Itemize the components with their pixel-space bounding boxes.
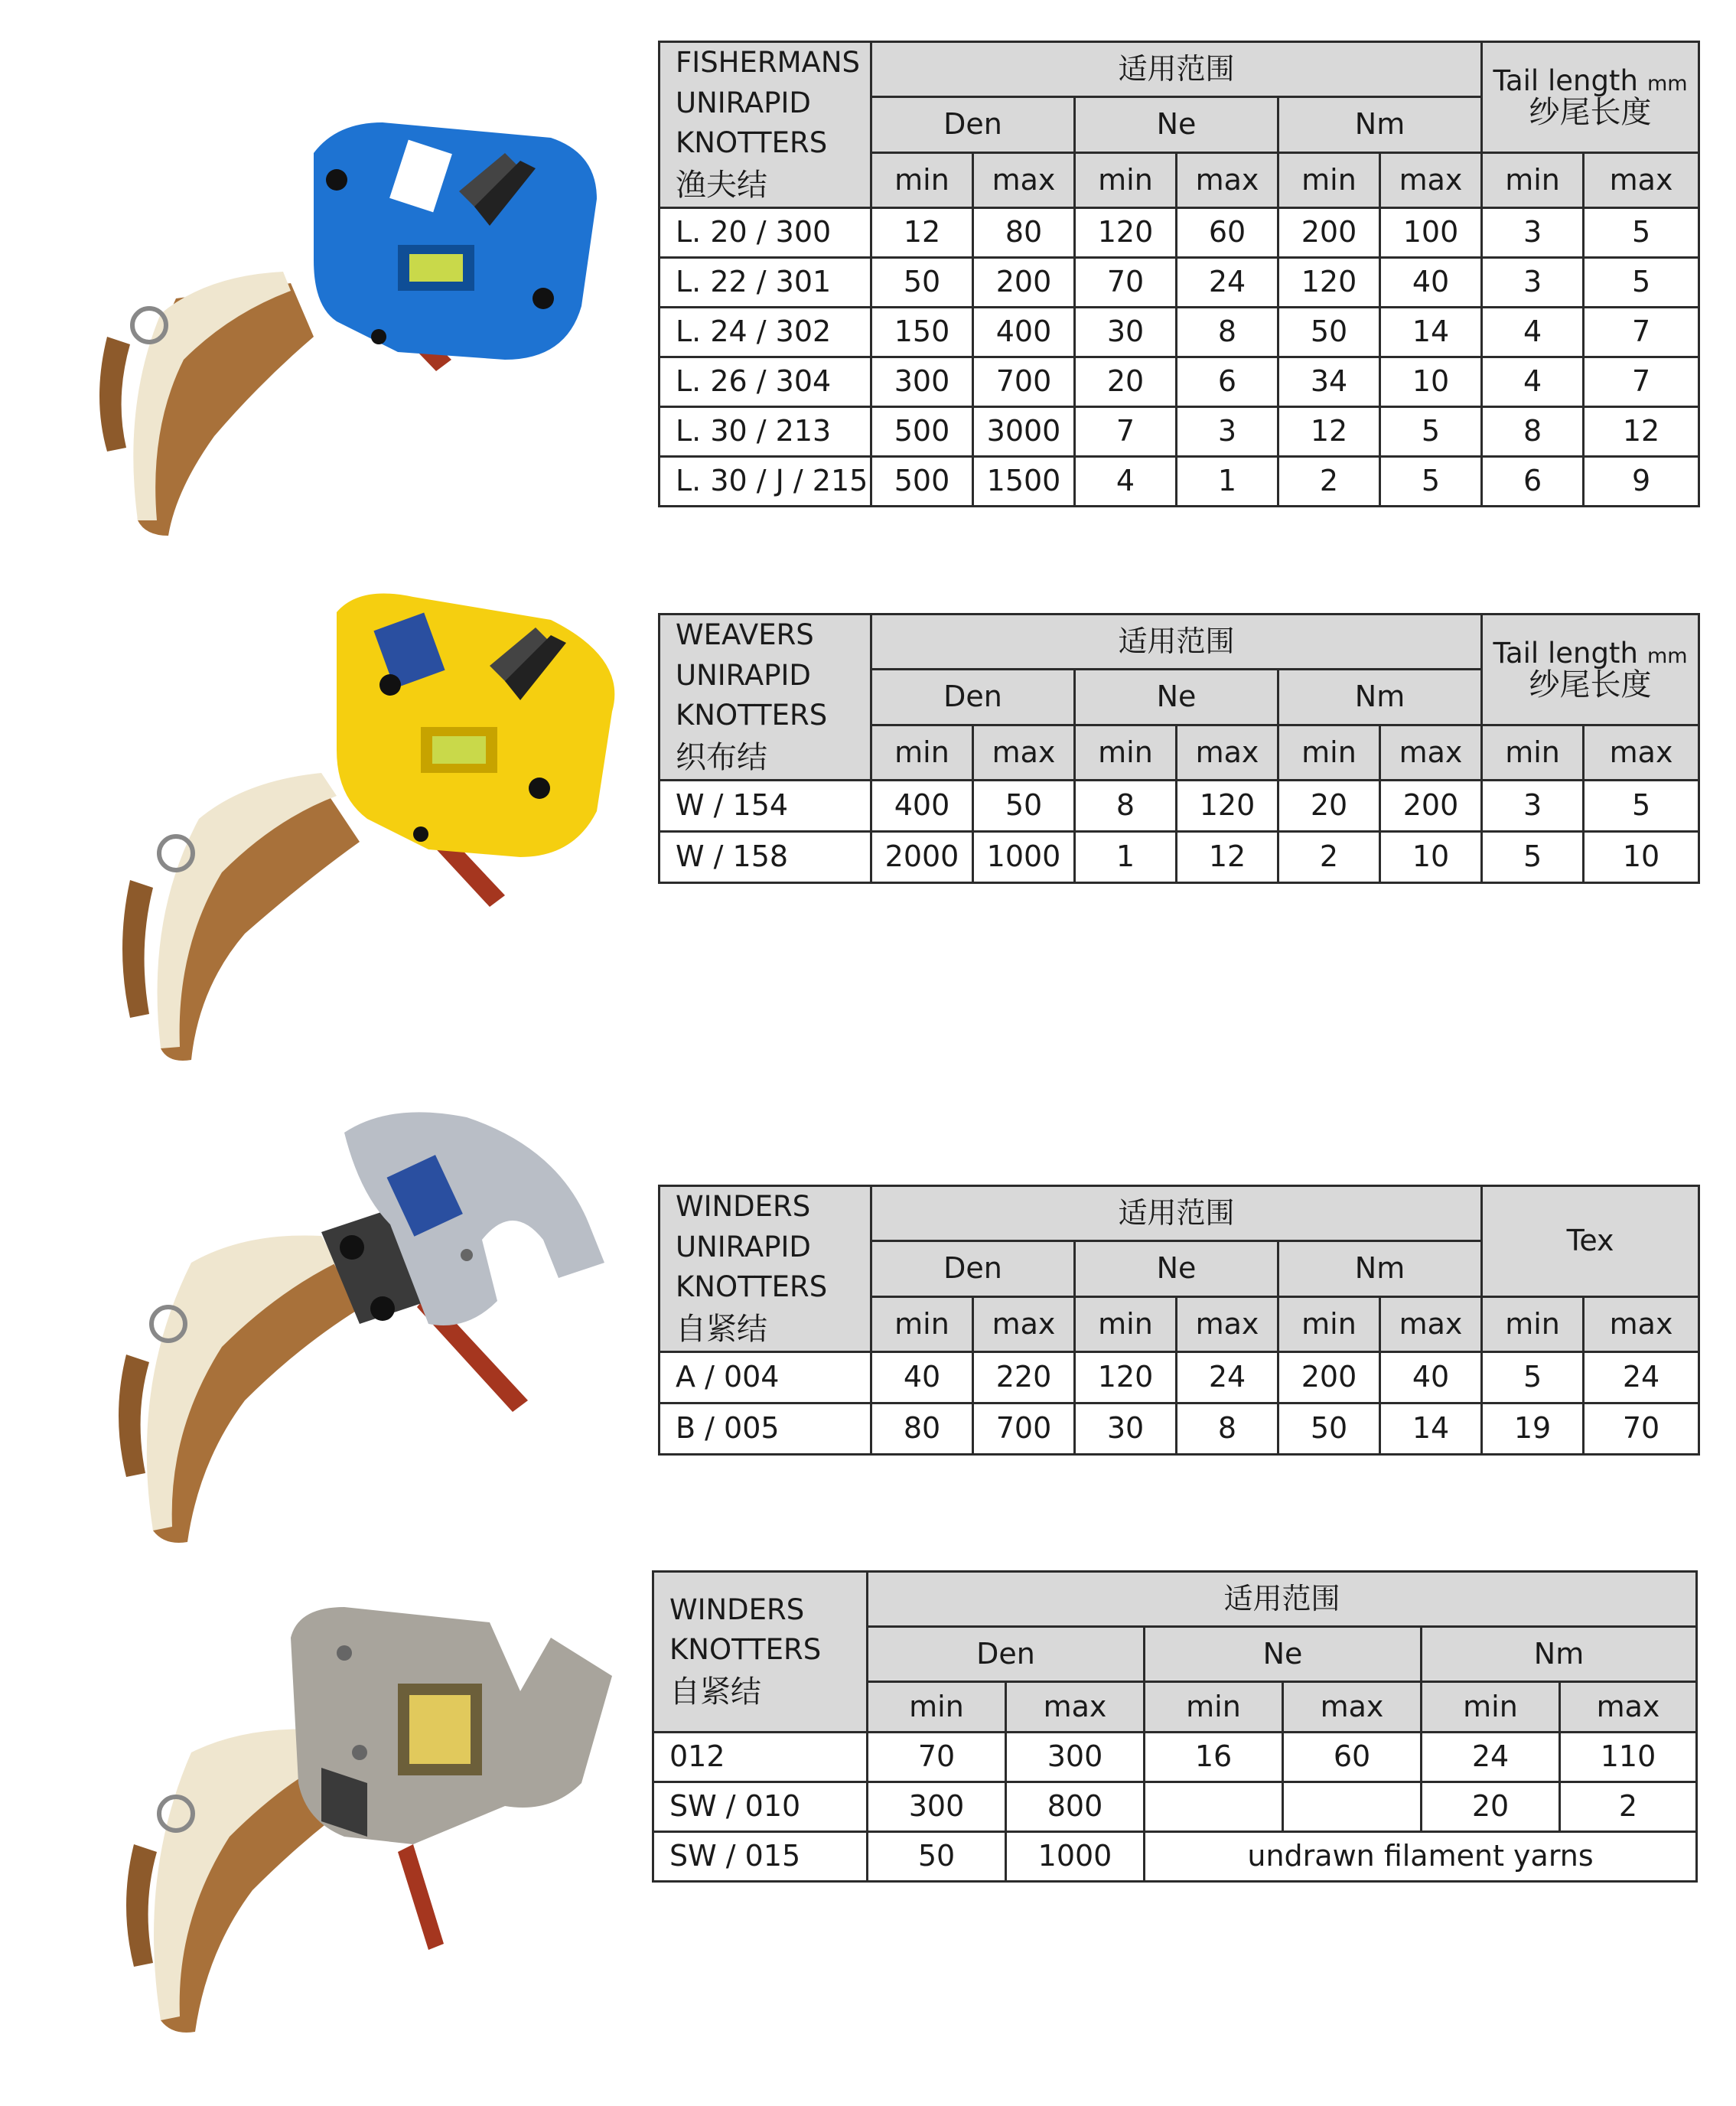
sub-header: max: [973, 1296, 1075, 1351]
value-cell: 500: [871, 457, 973, 507]
tail-length-unit: mm: [1647, 644, 1688, 668]
value-cell: 1500: [973, 457, 1075, 507]
value-cell: 12: [1278, 407, 1380, 457]
value-cell: 60: [1177, 208, 1278, 258]
value-cell: 9: [1584, 457, 1699, 507]
value-cell: 70: [1075, 258, 1177, 308]
sub-header: min: [1145, 1682, 1283, 1733]
table-row: [660, 457, 1699, 507]
value-cell: 400: [871, 781, 973, 832]
sub-header: max: [1584, 725, 1699, 780]
value-cell: 24: [1584, 1352, 1699, 1403]
sub-header: max: [1177, 1296, 1278, 1351]
value-cell: 12: [1584, 407, 1699, 457]
value-cell: 14: [1380, 1403, 1482, 1455]
value-cell: 200: [1278, 208, 1380, 258]
value-cell: 50: [973, 781, 1075, 832]
value-cell: 110: [1560, 1733, 1697, 1782]
value-cell: 300: [871, 357, 973, 407]
table-title: [660, 42, 871, 208]
weavers-knotter-image: [77, 589, 627, 1079]
title-line: WINDERS: [676, 1190, 811, 1223]
group-header: Nm: [1422, 1627, 1697, 1682]
sub-header: max: [1283, 1682, 1422, 1733]
value-cell: 8: [1482, 407, 1584, 457]
value-cell: 5: [1584, 208, 1699, 258]
table-row: [653, 1832, 1697, 1882]
value-cell: 24: [1422, 1733, 1560, 1782]
table-row: [660, 208, 1699, 258]
value-cell: 10: [1380, 357, 1482, 407]
winders-unirapid-knotter-image: [69, 1102, 635, 1553]
model-cell: L. 26 / 304: [660, 357, 871, 407]
value-cell: 3: [1482, 258, 1584, 308]
model-cell: A / 004: [660, 1352, 871, 1403]
title-line: WINDERS: [669, 1593, 805, 1626]
value-cell: 40: [1380, 258, 1482, 308]
winders-spec-table: [652, 1570, 1698, 1883]
sub-header: min: [1075, 1296, 1177, 1351]
weavers-spec-table: [658, 613, 1700, 884]
value-cell: 5: [1584, 258, 1699, 308]
value-cell: 5: [1482, 1352, 1584, 1403]
value-cell: 120: [1278, 258, 1380, 308]
winders-knotter-icon: [92, 1592, 627, 2036]
value-cell: 200: [1380, 781, 1482, 832]
group-header: Den: [871, 1241, 1075, 1296]
value-cell: 7: [1075, 407, 1177, 457]
sub-header: max: [973, 152, 1075, 207]
title-line: 渔夫结: [676, 167, 767, 203]
sub-header: min: [1422, 1682, 1560, 1733]
model-cell: B / 005: [660, 1403, 871, 1455]
value-cell: 700: [973, 357, 1075, 407]
sub-header: max: [1380, 1296, 1482, 1351]
value-cell: 6: [1482, 457, 1584, 507]
value-cell: 10: [1380, 832, 1482, 883]
value-cell: 1: [1177, 457, 1278, 507]
value-cell: 24: [1177, 1352, 1278, 1403]
value-cell: 4: [1482, 357, 1584, 407]
value-cell: 3000: [973, 407, 1075, 457]
value-cell: 12: [871, 208, 973, 258]
group-header: Nm: [1278, 670, 1482, 725]
fishermans-spec-table: [658, 41, 1700, 507]
table-row: [660, 781, 1699, 832]
value-cell: 400: [973, 308, 1075, 357]
title-line: UNIRAPID: [676, 86, 811, 119]
sub-header: max: [1380, 152, 1482, 207]
value-cell: [1283, 1782, 1422, 1832]
value-cell: 6: [1177, 357, 1278, 407]
sub-header: min: [871, 725, 973, 780]
model-cell: SW / 015: [653, 1832, 868, 1882]
title-line: KNOTTERS: [669, 1633, 822, 1667]
value-cell: 300: [1006, 1733, 1145, 1782]
group-header: Den: [871, 670, 1075, 725]
value-cell: 40: [871, 1352, 973, 1403]
value-cell: 30: [1075, 1403, 1177, 1455]
model-cell: W / 158: [660, 832, 871, 883]
title-line: KNOTTERS: [676, 699, 828, 732]
value-cell: 10: [1584, 832, 1699, 883]
value-cell: 8: [1177, 1403, 1278, 1455]
range-header: 适用范围: [871, 1186, 1482, 1241]
sub-header: max: [1560, 1682, 1697, 1733]
sub-header: min: [1075, 725, 1177, 780]
title-line: UNIRAPID: [676, 658, 811, 692]
group-header: Ne: [1075, 1241, 1278, 1296]
value-cell: 5: [1380, 457, 1482, 507]
model-cell: L. 22 / 301: [660, 258, 871, 308]
model-cell: L. 24 / 302: [660, 308, 871, 357]
sub-header: min: [1482, 152, 1584, 207]
table-row: [660, 258, 1699, 308]
title-line: KNOTTERS: [676, 126, 828, 160]
model-cell: L. 30 / J / 215: [660, 457, 871, 507]
value-cell: 50: [871, 258, 973, 308]
title-line: UNIRAPID: [676, 1230, 811, 1263]
value-cell: 1: [1075, 832, 1177, 883]
value-cell: 120: [1075, 208, 1177, 258]
sub-header: max: [1584, 152, 1699, 207]
group-header: Ne: [1075, 97, 1278, 152]
sub-header: min: [1278, 1296, 1380, 1351]
value-cell: 4: [1482, 308, 1584, 357]
value-cell: 100: [1380, 208, 1482, 258]
sub-header: max: [973, 725, 1075, 780]
value-cell: 20: [1075, 357, 1177, 407]
tail-length-unit: mm: [1647, 72, 1688, 96]
value-cell: 40: [1380, 1352, 1482, 1403]
tail-length-cn-label: 纱尾长度: [1529, 667, 1652, 703]
weavers-knotter-icon: [77, 589, 627, 1079]
value-cell: 70: [868, 1733, 1006, 1782]
value-cell: 2: [1560, 1782, 1697, 1832]
table-row: [660, 832, 1699, 883]
sub-header: max: [1380, 725, 1482, 780]
table-row: [660, 357, 1699, 407]
value-cell: 80: [973, 208, 1075, 258]
table-title: [660, 1186, 871, 1352]
table-row: [660, 1352, 1699, 1403]
value-cell: 4: [1075, 457, 1177, 507]
sub-header: min: [1278, 152, 1380, 207]
value-cell: 20: [1422, 1782, 1560, 1832]
value-cell: 300: [868, 1782, 1006, 1832]
value-cell: 20: [1278, 781, 1380, 832]
value-cell: 200: [973, 258, 1075, 308]
range-header: 适用范围: [868, 1572, 1697, 1627]
sub-header: min: [1278, 725, 1380, 780]
table-row: [660, 407, 1699, 457]
group-header: Nm: [1278, 97, 1482, 152]
sub-header: max: [1177, 725, 1278, 780]
model-cell: W / 154: [660, 781, 871, 832]
value-cell: 24: [1177, 258, 1278, 308]
value-cell: 800: [1006, 1782, 1145, 1832]
title-line: WEAVERS: [676, 618, 814, 651]
tail-length-header: [1482, 42, 1699, 153]
value-cell: 3: [1177, 407, 1278, 457]
value-cell: 2: [1278, 832, 1380, 883]
fishermans-knotter-icon: [61, 107, 612, 551]
value-cell: [1145, 1782, 1283, 1832]
value-cell: 14: [1380, 308, 1482, 357]
sub-header: max: [1006, 1682, 1145, 1733]
group-header: Ne: [1145, 1627, 1422, 1682]
value-cell: 16: [1145, 1733, 1283, 1782]
range-header: 适用范围: [871, 42, 1482, 97]
model-cell: SW / 010: [653, 1782, 868, 1832]
value-cell: 8: [1075, 781, 1177, 832]
tail-length-label: Tail length: [1493, 637, 1638, 670]
value-cell: 5: [1482, 832, 1584, 883]
group-header: Ne: [1075, 670, 1278, 725]
value-cell: 120: [1075, 1352, 1177, 1403]
value-cell: 3: [1482, 781, 1584, 832]
sub-header: min: [1482, 1296, 1584, 1351]
value-cell: 3: [1482, 208, 1584, 258]
model-cell: L. 30 / 213: [660, 407, 871, 457]
value-cell: 220: [973, 1352, 1075, 1403]
value-cell: 700: [973, 1403, 1075, 1455]
title-line: FISHERMANS: [676, 46, 860, 79]
title-line: 自紧结: [676, 1311, 767, 1347]
title-line: KNOTTERS: [676, 1270, 828, 1304]
table-title: [660, 615, 871, 781]
table-row: [653, 1733, 1697, 1782]
value-cell: 5: [1380, 407, 1482, 457]
value-cell: 8: [1177, 308, 1278, 357]
value-cell: 120: [1177, 781, 1278, 832]
value-cell: 80: [871, 1403, 973, 1455]
table-row: [660, 308, 1699, 357]
value-cell: 30: [1075, 308, 1177, 357]
sub-header: min: [1482, 725, 1584, 780]
value-cell: 150: [871, 308, 973, 357]
value-cell: 50: [1278, 1403, 1380, 1455]
table-row: [660, 1403, 1699, 1455]
value-cell: 500: [871, 407, 973, 457]
value-cell: 5: [1584, 781, 1699, 832]
value-cell: 1000: [973, 832, 1075, 883]
winders-unirapid-knotter-icon: [69, 1102, 635, 1553]
model-cell: L. 20 / 300: [660, 208, 871, 258]
table-row: [653, 1782, 1697, 1832]
value-cell: 50: [1278, 308, 1380, 357]
tail-length-label: Tail length: [1493, 64, 1638, 97]
value-cell: 12: [1177, 832, 1278, 883]
value-cell: 60: [1283, 1733, 1422, 1782]
sub-header: min: [871, 152, 973, 207]
group-header: Den: [868, 1627, 1145, 1682]
value-cell: 1000: [1006, 1832, 1145, 1882]
title-line: 织布结: [676, 739, 767, 775]
value-cell: 7: [1584, 308, 1699, 357]
value-cell: 34: [1278, 357, 1380, 407]
group-header: Nm: [1278, 1241, 1482, 1296]
value-cell: 70: [1584, 1403, 1699, 1455]
tail-length-cn-label: 纱尾长度: [1529, 94, 1652, 130]
winders-unirapid-spec-table: [658, 1185, 1700, 1456]
table-title: [653, 1572, 868, 1733]
title-line: 自紧结: [669, 1674, 761, 1710]
sub-header: max: [1584, 1296, 1699, 1351]
note-cell: undrawn filament yarns: [1145, 1832, 1697, 1882]
value-cell: 2: [1278, 457, 1380, 507]
sub-header: min: [871, 1296, 973, 1351]
group-header: Den: [871, 97, 1075, 152]
sub-header: max: [1177, 152, 1278, 207]
tail-length-header: [1482, 615, 1699, 725]
model-cell: 012: [653, 1733, 868, 1782]
sub-header: min: [868, 1682, 1006, 1733]
tex-header: Tex: [1482, 1186, 1699, 1297]
value-cell: 200: [1278, 1352, 1380, 1403]
fishermans-knotter-image: [61, 107, 612, 551]
range-header: 适用范围: [871, 615, 1482, 670]
value-cell: 2000: [871, 832, 973, 883]
value-cell: 19: [1482, 1403, 1584, 1455]
value-cell: 50: [868, 1832, 1006, 1882]
sub-header: min: [1075, 152, 1177, 207]
winders-knotter-image: [92, 1592, 627, 2036]
value-cell: 7: [1584, 357, 1699, 407]
